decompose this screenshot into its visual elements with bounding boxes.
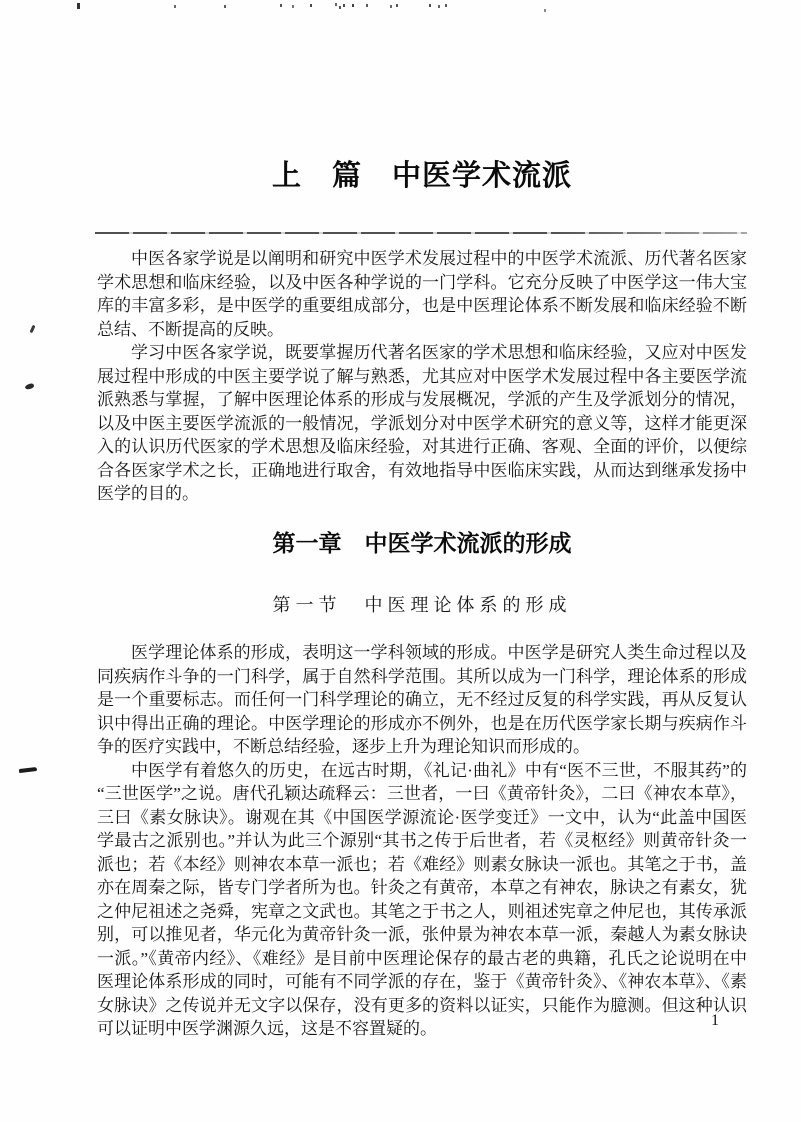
page-number: 1 bbox=[711, 1012, 719, 1029]
paragraph: 中医各家学说是以阐明和研究中医学术发展过程中的中医学术流派、历代著名医家学术思想和临床经验，以及中医各种学说的一门学科。它充分反映了中医学这一伟大宝库的丰富多彩，是中医学的重要组成部分，也是中医理论体系不断发展和临床经验不断总结、不断提高的反映。 bbox=[97, 249, 747, 339]
paragraph: 医学理论体系的形成，表明这一学科领域的形成。中医学是研究人类生命过程以及同疾病作斗争的一门科学，属于自然科学范围。其所以成为一门科学，理论体系的形成是一个重要标志。而任何一门科学理论的确立，无不经过反复的科学实践，再从反复认识中得出正确的理论。中医学理论的形成亦不例外，也是在历代医学家长期与疾病作斗争的医疗实践中，不断总结经验，逐步上升为理论知识而形成的。 bbox=[97, 643, 747, 756]
body-paragraphs bbox=[97, 641, 747, 1041]
paragraph: 学习中医各家学说，既要掌握历代著名医家的学术思想和临床经验，又应对中医发展过程中形成的中医主要学说了解与熟悉，尤其应对中医学术发展过程中各主要医学流派熟悉与掌握，了解中医理论体系的形成与发展概况，学派的产生及学派划分的情况，以及中医主要医学流派的一般情况，学派划分对中医学术研究的意义等，这样才能更深入的认识历代医家的学术思想及临床经验，对其进行正确、客观、全面的评价，以便综合各医家学术之长，正确地进行取舍，有效地指导中医临床实践，从而达到继承发扬中医学的目的。 bbox=[97, 343, 747, 503]
title-divider-rule bbox=[95, 232, 747, 234]
margin-blob-artifact bbox=[24, 383, 34, 391]
margin-tick-artifact bbox=[30, 325, 36, 334]
section-heading: 第一节 中医理论体系的形成 bbox=[272, 595, 572, 615]
margin-dash-artifact bbox=[19, 767, 37, 773]
scan-noise-specks bbox=[0, 0, 2, 3]
paragraph: 中医学有着悠久的历史，在远古时期，《礼记·曲礼》中有“医不三世，不服其药”的“三世医学”之说。唐代孔颖达疏释云：三世者，一曰《黄帝针灸》，二曰《神农本草》，三曰《素女脉诀》。谢观在其《中国医学源流论·医学变迁》一文中，认为“此盖中国医学最古之派别也。”并认为此三个源别“其书之传于后世者，若《灵枢经》则黄帝针灸一派也；若《本经》则神农本草一派也；若《难经》则素女脉诀一派也。其笔之于书，盖亦在周秦之际，皆专门学者所为也。针灸之有黄帝，本草之有神农，脉诀之有素女，犹之仲尼祖述之尧舜，宪章之文武也。其笔之于书之人，则祖述宪章之仲尼也，其传承派别，可以推见者，华元化为黄帝针灸一派，张仲景为神农本草一派，秦越人为素女脉诀一派。”《黄帝内经》、《难经》是目前中医理论保存的最古老的典籍，孔氏之论说明在中医理论体系形成的同时，可能有不同学派的存在，鉴于《黄帝针灸》、《神农本草》、《素女脉诀》之传说并无文字以保存，没有更多的资料以证实，只能作为臆测。但这种认识可以证明中医学渊源久远，这是不容置疑的。 bbox=[97, 760, 747, 1038]
intro-paragraphs bbox=[97, 247, 747, 506]
part-title: 上 篇 中医学术流派 bbox=[271, 160, 572, 192]
scan-edge-mark bbox=[77, 3, 80, 9]
chapter-heading: 第一章 中医学术流派的形成 bbox=[272, 530, 572, 556]
